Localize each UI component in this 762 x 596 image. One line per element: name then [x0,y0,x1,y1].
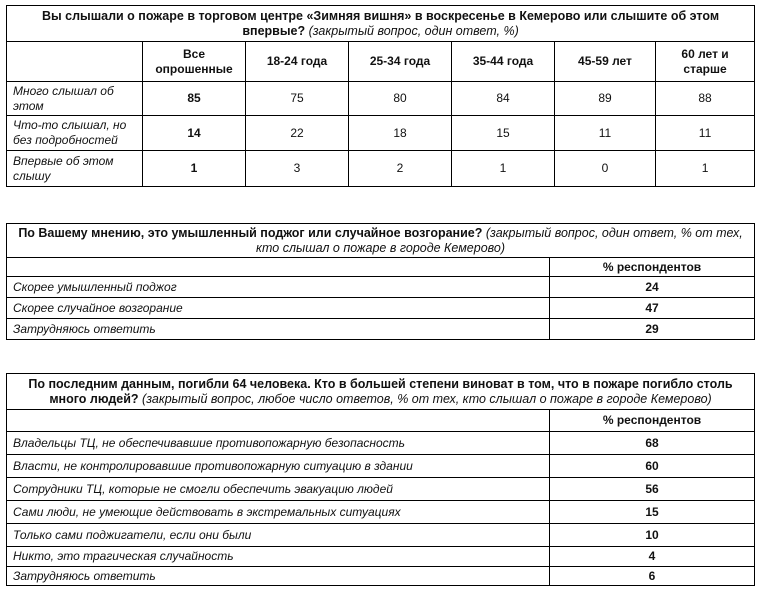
header-18-24: 18-24 года [246,42,349,82]
header-25-34: 25-34 года [349,42,452,82]
blame-table [6,373,755,586]
value-cell: 1 [452,151,555,187]
respondents-header: % респондентов [550,410,755,432]
row-label: Владельцы ТЦ, не обеспечивавшие противопожарную безопасность [7,432,550,455]
value-cell: 29 [550,319,755,340]
value-cell: 10 [550,524,755,547]
value-cell: 18 [349,116,452,151]
respondents-header: % респондентов [550,258,755,277]
value-cell: 24 [550,277,755,298]
value-cell: 85 [143,82,246,116]
row-label: Затрудняюсь ответить [7,567,550,586]
blame-question [7,374,755,410]
value-cell: 60 [550,455,755,478]
table-row [7,82,755,116]
table-row [7,298,755,319]
table-row [7,432,755,455]
header-all: Все опрошенные [143,42,246,82]
value-cell: 47 [550,298,755,319]
value-cell: 6 [550,567,755,586]
table-row [7,478,755,501]
header-60-plus: 60 лет и старше [656,42,755,82]
awareness-question-note: (закрытый вопрос, один ответ, %) [308,23,519,38]
table-row [7,277,755,298]
value-cell: 88 [656,82,755,116]
blame-question-text: По последним данным, погибли 64 человека. Кто в большей степени виноват в том, что в пожаре погибло столь много людей? [28,376,733,406]
row-label: Сотрудники ТЦ, которые не смогли обеспечить эвакуацию людей [7,478,550,501]
awareness-table [6,5,755,187]
table-row [7,455,755,478]
header-empty-cell [7,410,550,432]
row-label: Сами люди, не умеющие действовать в экстремальных ситуациях [7,501,550,524]
row-label: Впервые об этом слышу [7,151,143,187]
awareness-question-text: Вы слышали о пожаре в торговом центре «Зимняя вишня» в воскресенье в Кемерово или слышите об этом впервые? [41,8,720,38]
table-row [7,547,755,567]
value-cell: 75 [246,82,349,116]
header-empty-cell [7,42,143,82]
row-label: Никто, это трагическая случайность [7,547,550,567]
value-cell: 14 [143,116,246,151]
header-35-44: 35-44 года [452,42,555,82]
value-cell: 1 [143,151,246,187]
awareness-question [7,6,755,42]
value-cell: 1 [656,151,755,187]
value-cell: 89 [555,82,656,116]
table-row [7,319,755,340]
cause-question [7,224,755,258]
value-cell: 15 [550,501,755,524]
value-cell: 11 [656,116,755,151]
value-cell: 11 [555,116,656,151]
value-cell: 68 [550,432,755,455]
row-label: Затрудняюсь ответить [7,319,550,340]
value-cell: 80 [349,82,452,116]
blame-question-note: (закрытый вопрос, любое число ответов, % от тех, кто слышал о пожаре в городе Кемерово) [142,391,712,406]
value-cell: 2 [349,151,452,187]
value-cell: 56 [550,478,755,501]
row-label: Власти, не контролировавшие противопожарную ситуацию в здании [7,455,550,478]
row-label: Много слышал об этом [7,82,143,116]
row-label: Что-то слышал, но без подробностей [7,116,143,151]
header-45-59: 45-59 лет [555,42,656,82]
table-row [7,501,755,524]
value-cell: 3 [246,151,349,187]
table-row [7,567,755,586]
value-cell: 22 [246,116,349,151]
cause-table [6,223,755,340]
row-label: Только сами поджигатели, если они были [7,524,550,547]
value-cell: 0 [555,151,656,187]
table-row [7,524,755,547]
cause-question-text: По Вашему мнению, это умышленный поджог или случайное возгорание? [18,225,483,240]
value-cell: 84 [452,82,555,116]
table-row [7,151,755,187]
table-row [7,116,755,151]
value-cell: 15 [452,116,555,151]
value-cell: 4 [550,547,755,567]
row-label: Скорее случайное возгорание [7,298,550,319]
row-label: Скорее умышленный поджог [7,277,550,298]
header-empty-cell [7,258,550,277]
cause-question-note: (закрытый вопрос, один ответ, % от тех, кто слышал о пожаре в городе Кемерово) [255,225,743,255]
